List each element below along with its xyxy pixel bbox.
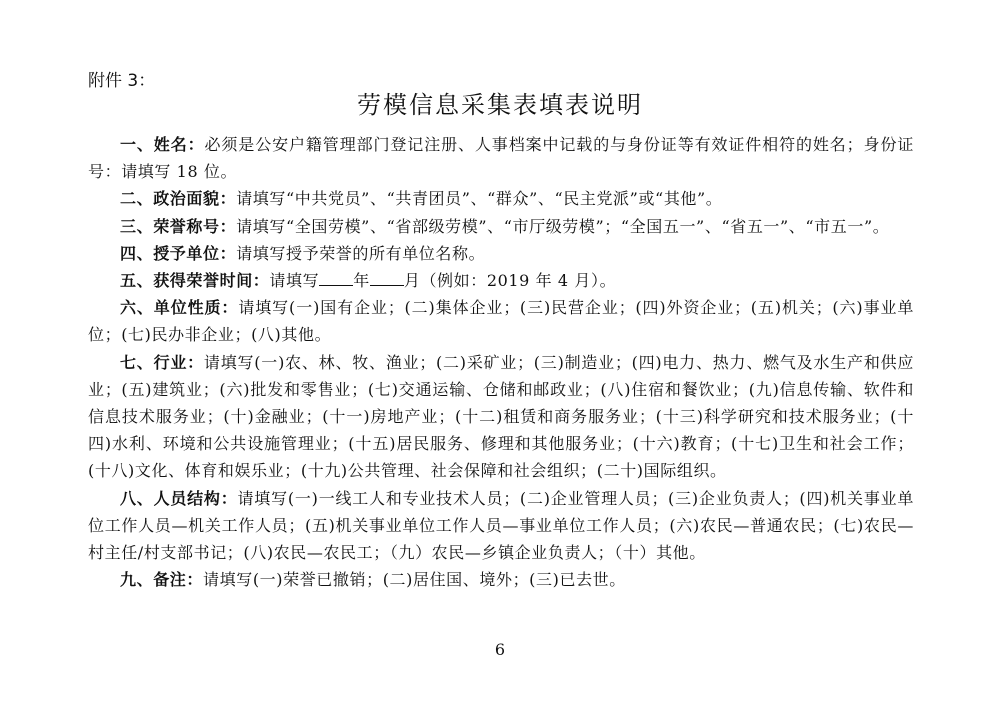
section-unit xyxy=(88,240,914,267)
section-label: 九、备注： xyxy=(120,570,204,590)
month-unit: 月 xyxy=(403,271,421,291)
year-unit: 年 xyxy=(353,271,370,291)
section-text: 请填写授予荣誉的所有单位名称。 xyxy=(236,243,486,263)
section-name xyxy=(88,131,914,185)
section-remarks xyxy=(88,566,914,593)
section-text: 请填写(一)一线工人和专业技术人员；(二)企业管理人员；(三)企业负责人；(四)机关事业单位工作人员—机关工作人员；(五)机关事业单位工作人员—事业单位工作人员；(六)农民—普通农民；(七)农民—村主任/村支部书记；(八)农民—农民工；（九）农民—乡镇企业负责人；（十）其他。 xyxy=(88,488,914,563)
section-label: 三、荣誉称号： xyxy=(120,216,237,236)
section-time xyxy=(88,267,914,294)
attachment-label: 附件 3： xyxy=(88,71,156,91)
instructions-body xyxy=(88,131,914,593)
section-label: 六、单位性质： xyxy=(120,298,239,318)
section-text: 请填写(一)国有企业；(二)集体企业；(三)民营企业；(四)外资企业；(五)机关；(六)事业单位；(七)民办非企业；(八)其他。 xyxy=(88,298,914,345)
section-label: 七、行业： xyxy=(120,352,204,372)
section-industry xyxy=(88,349,914,485)
section-political xyxy=(88,185,914,212)
section-label: 四、授予单位： xyxy=(120,243,237,263)
page-title: 劳模信息采集表填表说明 xyxy=(357,91,643,119)
section-text: 必须是公安户籍管理部门登记注册、人事档案中记载的与身份证等有效证件相符的姓名；身份证号：请填写 18 位。 xyxy=(88,135,914,182)
year-blank xyxy=(319,271,353,286)
page-number: 6 xyxy=(494,640,506,659)
section-honor xyxy=(88,213,914,240)
section-text: 请填写(一)荣誉已撤销；(二)居住国、境外；(三)已去世。 xyxy=(203,570,626,590)
section-label: 一、姓名： xyxy=(120,135,205,154)
section-label: 五、获得荣誉时间： xyxy=(120,271,270,291)
section-staff xyxy=(88,485,914,567)
time-prefix: 请填写 xyxy=(269,271,320,291)
section-text: 请填写“全国劳模”、“省部级劳模”、“市厅级劳模”；“全国五一”、“省五一”、“市五一”。 xyxy=(236,216,890,236)
section-label: 八、人员结构： xyxy=(120,488,238,508)
month-blank xyxy=(370,271,404,286)
section-text: 请填写“中共党员”、“共青团员”、“群众”、“民主党派”或“其他”。 xyxy=(236,189,723,209)
section-label: 二、政治面貌： xyxy=(120,189,237,209)
section-text: 请填写(一)农、林、牧、渔业；(二)采矿业；(三)制造业；(四)电力、热力、燃气及水生产和供应业；(五)建筑业；(六)批发和零售业；(七)交通运输、仓储和邮政业；(八)住宿和餐饮业；(九)信息传输、软件和信息技术服务业；(十)金融业；(十一)房地产业；(十二)租赁和商务服务业；(十三)科学研究和技术服务业；(十四)水利、环境和公共设施管理业；(十五)居民服务、修理和其他服务业；(十六)教育；(十七)卫生和社会工作；(十八)文化、体育和娱乐业；(十九)公共管理、社会保障和社会组织；(二十)国际组织。 xyxy=(88,352,914,481)
time-example: （例如：2019 年 4 月）。 xyxy=(420,271,617,291)
section-nature xyxy=(88,294,914,348)
